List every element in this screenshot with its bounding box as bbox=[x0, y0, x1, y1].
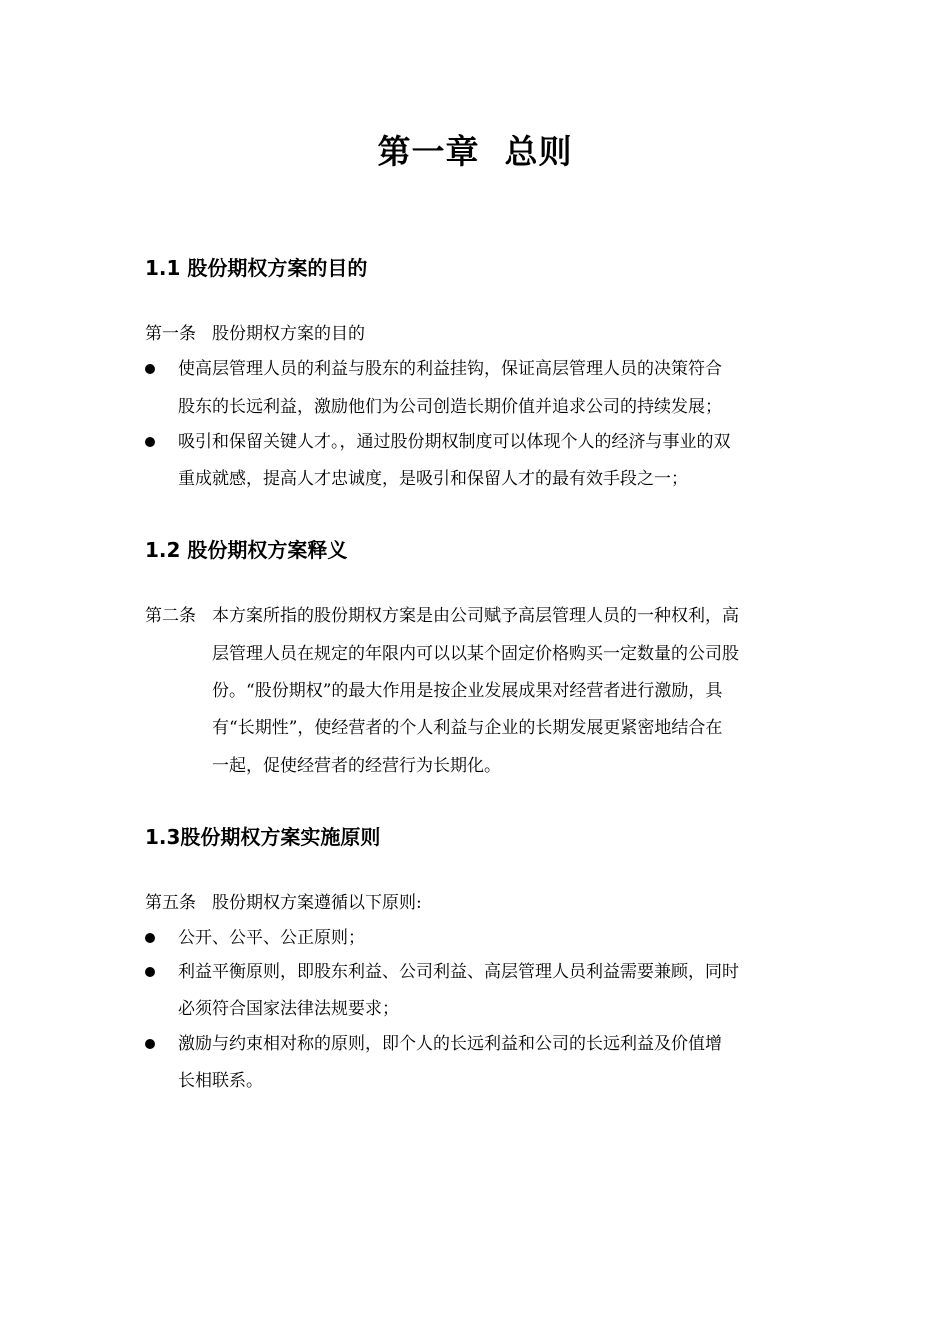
bullet-dot bbox=[145, 933, 155, 943]
bullet-line: 激励与约束相对称的原则，即个人的长远利益和公司的长远利益及价值增 bbox=[178, 1034, 722, 1054]
bullet-line: 长相联系。 bbox=[178, 1071, 263, 1091]
chapter-title: 第一章 总则 bbox=[377, 132, 573, 171]
bullet-line: 股东的长远利益，激励他们为公司创造长期价值并追求公司的持续发展； bbox=[178, 397, 722, 417]
bullet-dot bbox=[145, 437, 155, 447]
paragraph-line: 一起，促使经营者的经营行为长期化。 bbox=[212, 756, 501, 776]
bullet-line: 使高层管理人员的利益与股东的利益挂钩，保证高层管理人员的决策符合 bbox=[178, 359, 722, 379]
bullet-line: 公开、公平、公正原则； bbox=[178, 928, 365, 948]
section-heading-1-3: 1.3股份期权方案实施原则 bbox=[145, 825, 381, 849]
bullet-dot bbox=[145, 364, 155, 374]
bullet-line: 吸引和保留关键人才。，通过股份期权制度可以体现个人的经济与事业的双 bbox=[178, 432, 731, 452]
paragraph-line: 本方案所指的股份期权方案是由公司赋予高层管理人员的一种权利，高 bbox=[212, 606, 739, 626]
article-label: 第一条 bbox=[145, 324, 196, 344]
bullet-dot bbox=[145, 1039, 155, 1049]
bullet-line: 必须符合国家法律法规要求； bbox=[178, 999, 399, 1019]
paragraph-line: 份。“股份期权”的最大作用是按企业发展成果对经营者进行激励，具 bbox=[212, 681, 723, 701]
article-title: 股份期权方案遵循以下原则: bbox=[212, 893, 422, 913]
article-title: 股份期权方案的目的 bbox=[212, 324, 365, 344]
bullet-line: 重成就感，提高人才忠诚度，是吸引和保留人才的最有效手段之一； bbox=[178, 469, 688, 489]
section-heading-1-1: 1.1 股份期权方案的目的 bbox=[145, 256, 368, 280]
article-label: 第五条 bbox=[145, 893, 196, 913]
bullet-line: 利益平衡原则，即股东利益、公司利益、高层管理人员利益需要兼顾，同时 bbox=[178, 962, 739, 982]
paragraph-line: 层管理人员在规定的年限内可以以某个固定价格购买一定数量的公司股 bbox=[212, 644, 739, 664]
paragraph-line: 有“长期性”，使经营者的个人利益与企业的长期发展更紧密地结合在 bbox=[212, 718, 723, 738]
article-label: 第二条 bbox=[145, 606, 196, 626]
bullet-dot bbox=[145, 967, 155, 977]
section-heading-1-2: 1.2 股份期权方案释义 bbox=[145, 538, 348, 562]
